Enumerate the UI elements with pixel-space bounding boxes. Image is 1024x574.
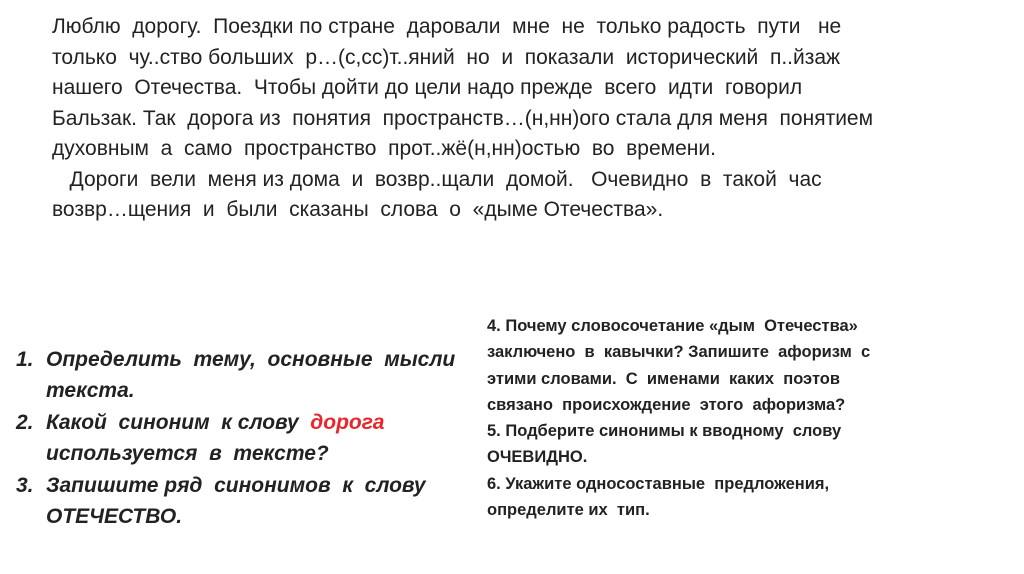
task-line: 6. Укажите односоставные предложения, [487,474,830,493]
passage-line: только чу..ство больших р…(с,сс)т..яний но и показали исторический п..йзаж [52,45,841,69]
passage-line: возвр…щения и были сказаны слова о «дыме Отечества». [52,198,664,221]
task-line: Запишите ряд синонимов к слову [46,474,426,497]
task-line: этими словами. С именами каких поэтов [487,369,841,388]
task-line: Определить тему, основные мысли [46,348,456,371]
task-line [46,407,478,438]
task-number: 1. [16,348,34,371]
task-line: используется в тексте? [46,442,329,465]
task-item-1 [8,344,478,406]
tasks-right-block [487,313,1007,523]
task-line: текста. [46,379,135,402]
passage-line: Бальзак. Так дорога из понятия пространств…(н,нн)ого стала для меня понятием [52,106,874,130]
task-number: 3. [16,474,34,497]
task-line: связано происхождение этого афоризма? [487,395,846,414]
task-line: ОЧЕВИДНО. [487,448,588,467]
task-line: ОТЕЧЕСТВО. [46,505,183,528]
task-number: 2. [16,411,34,434]
passage-line: нашего Отечества. Чтобы дойти до цели надо прежде всего идти говорил [52,76,803,99]
main-text-passage [52,12,982,226]
passage-line: Дороги вели меня из дома и возвр..щали домой. Очевидно в такой час [52,167,822,191]
highlighted-word: дорога [310,411,385,434]
task-item-2 [8,407,478,469]
task-line: определите их тип. [487,501,650,520]
task-text: Какой синоним к слову [46,411,311,434]
passage-line: Люблю дорогу. Поездки по стране даровали мне не только радость пути не [52,15,842,38]
tasks-left-list [8,344,478,533]
passage-line: духовным а само пространство прот..жё(н,нн)остью во времени. [52,137,716,160]
task-line: 5. Подберите синонимы к вводному слову [487,422,842,441]
task-line: 4. Почему словосочетание «дым Отечества» [487,317,858,335]
task-item-3 [8,470,478,532]
task-line: заключено в кавычки? Запишите афоризм с [487,343,871,362]
